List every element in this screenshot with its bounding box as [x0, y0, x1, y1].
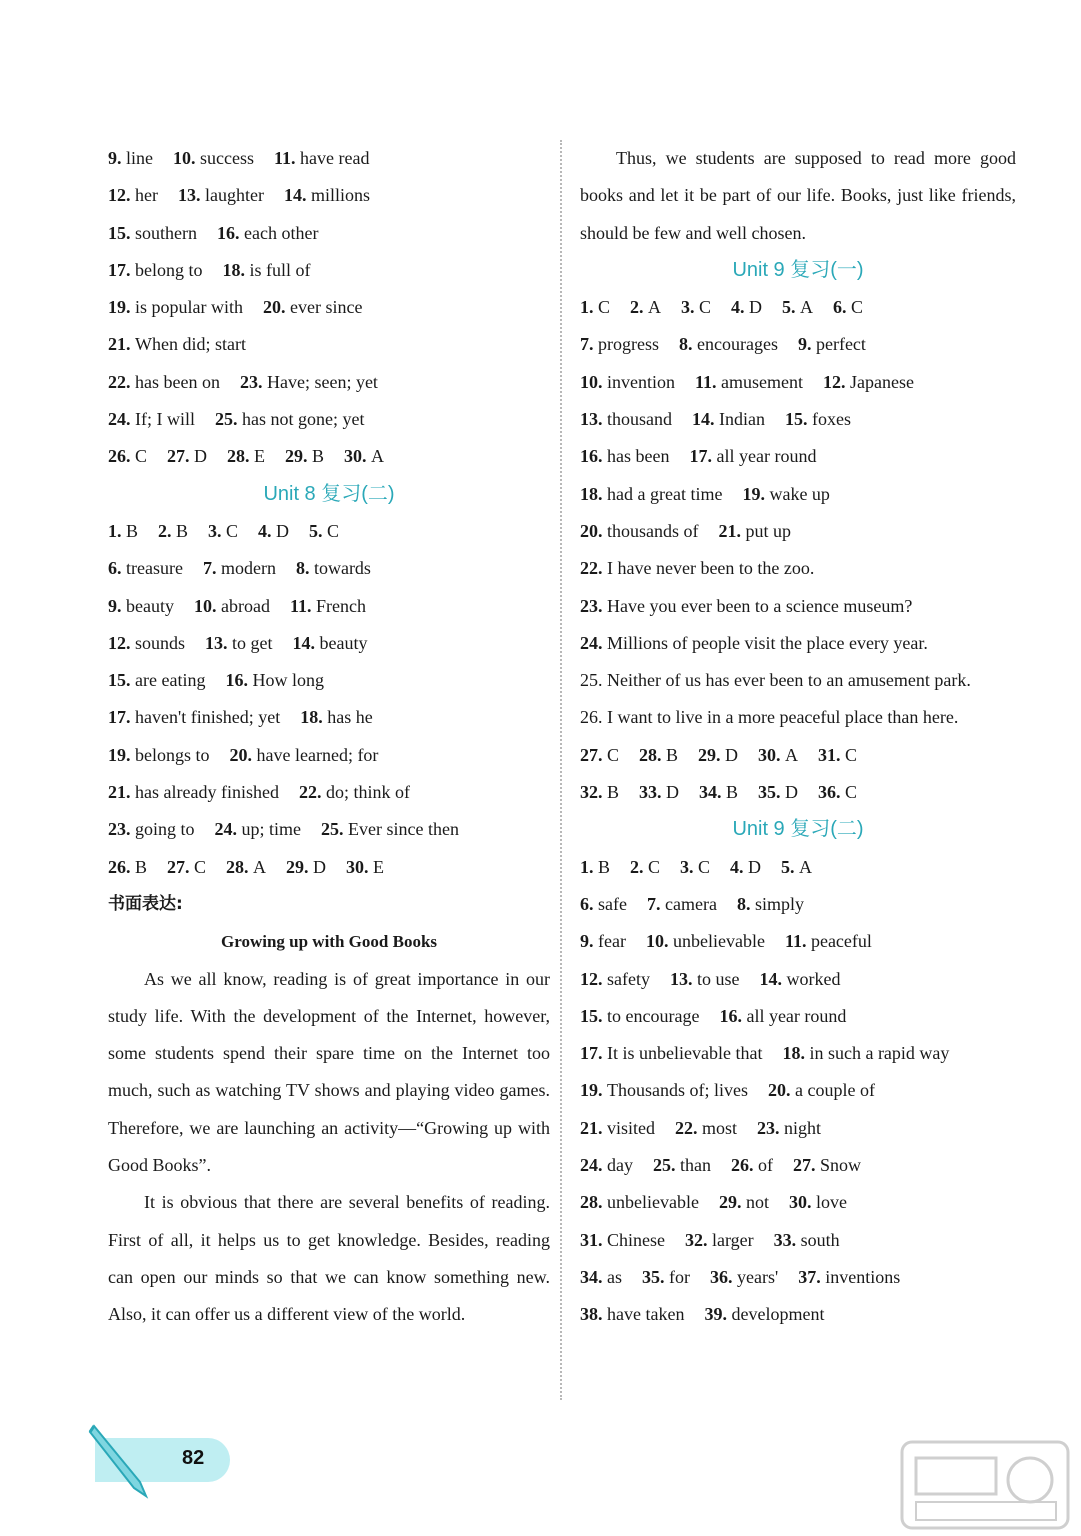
answer-item: 12. sounds — [108, 632, 186, 653]
answer-item: 9. fear — [580, 931, 626, 952]
answers-unit9-review1 — [580, 289, 1016, 662]
answer-item: 15. are eating — [108, 670, 206, 691]
answer-line — [580, 737, 1016, 774]
answer-item: 14. beauty — [292, 632, 368, 653]
answer-item: 27. C — [167, 856, 207, 877]
answer-item: 5. C — [309, 520, 340, 541]
unit8-review2-heading: Unit 8 复习(二) — [263, 482, 395, 505]
answer-item: 11. French — [289, 595, 366, 616]
answer-item: 16. How long — [225, 670, 324, 691]
answer-item: 29. B — [285, 446, 325, 467]
answer-item: 14. worked — [759, 968, 841, 989]
answer-item: 8. simply — [736, 893, 804, 914]
answer-item: 17. It is unbelievable that — [580, 1043, 763, 1064]
answer-item: 21. When did; start — [108, 334, 246, 355]
answer-item: 21. has already finished — [108, 782, 279, 803]
answer-item: 13. to use — [669, 968, 740, 989]
answer-item: 12. her — [108, 185, 158, 206]
answer-item: 32. larger — [685, 1229, 754, 1250]
answer-item: 33. south — [773, 1229, 840, 1250]
answer-item: 21. visited — [580, 1117, 655, 1138]
answer-item: 5. A — [782, 297, 814, 318]
answer-item: 18. in such a rapid way — [782, 1043, 950, 1064]
answer-item: 17. haven't finished; yet — [108, 707, 281, 728]
answer-item: 11. have read — [273, 148, 370, 168]
answer-item: 4. D — [258, 520, 290, 541]
answer-item: 8. towards — [295, 558, 371, 579]
answer-item: 12. Japanese — [823, 371, 914, 392]
answer-line — [108, 811, 550, 848]
answer-item: 7. modern — [202, 558, 276, 579]
answer-item: 16. each other — [217, 222, 319, 243]
answer-line — [580, 364, 1016, 401]
answer-item: 19. wake up — [742, 483, 830, 504]
answer-line — [108, 401, 550, 438]
answer-item: 1. B — [108, 520, 139, 541]
answer-line — [580, 1259, 1016, 1296]
answer-line — [580, 513, 1016, 550]
answer-item: 3. C — [681, 297, 712, 318]
answer-item: 13. thousand — [580, 409, 672, 430]
answer-item: 19. is popular with — [108, 297, 243, 318]
answer-item: 14. Indian — [692, 409, 765, 430]
answer-line — [108, 588, 550, 625]
answer-item: 16. all year round — [719, 1005, 847, 1026]
answer-line — [108, 550, 550, 587]
answer-item: 24. day — [580, 1155, 633, 1176]
essay-paragraph-1: As we all know, reading is of great importance in our study life. With the development of the Internet, however, some students spend their spare time on the Internet too much, such as watching TV shows and playing video games. Therefore, we are launching an activity—“Growing up with Good Books”. — [108, 968, 550, 1176]
answer-item: 10. unbelievable — [645, 931, 765, 952]
answer-item: 22. has been on — [108, 371, 220, 392]
answer-line — [108, 364, 550, 401]
writing-label: 书面表达: — [108, 893, 183, 914]
page-number: 82 — [182, 1447, 205, 1469]
answer-line — [108, 849, 550, 886]
answer-item: 24. If; I will — [108, 409, 195, 430]
answers-unit8-review2 — [108, 513, 550, 886]
answer-item: 39. development — [704, 1304, 825, 1325]
answer-line — [580, 625, 1016, 662]
answer-item: 10. abroad — [193, 595, 270, 616]
answer-item: 28. unbelievable — [580, 1192, 699, 1213]
answers-unit8-review1-continued — [108, 140, 550, 476]
answer-item: 36. years' — [710, 1266, 779, 1287]
essay-paragraph-3: Thus, we students are supposed to read more good books and let it be part of our life. Books, just like friends, should be few and well chosen. — [580, 148, 1016, 243]
answer-item: 15. foxes — [784, 409, 851, 430]
answer-item: 9. beauty — [108, 595, 174, 616]
answer-line — [108, 513, 550, 550]
answer-item: 11. peaceful — [784, 931, 872, 952]
answer-line — [580, 1222, 1016, 1259]
answer-line — [580, 326, 1016, 363]
answer-item: 2. C — [630, 856, 661, 877]
answer-line — [108, 737, 550, 774]
answer-item: 29. D — [698, 744, 739, 765]
answer-item: 7. camera — [646, 893, 717, 914]
answer-item: 17. all year round — [689, 446, 817, 467]
answer-line — [108, 215, 550, 252]
answer-item: 25. Ever since then — [321, 819, 459, 840]
answer-item: 13. to get — [205, 632, 273, 653]
answer-line — [580, 886, 1016, 923]
answer-item: 30. E — [346, 856, 385, 877]
answer-item: 31. Chinese — [580, 1229, 665, 1250]
answer-item: 7. progress — [580, 334, 659, 355]
answer-item: 9. line — [108, 148, 153, 168]
answer-item: 28. B — [639, 744, 679, 765]
answer-line — [580, 289, 1016, 326]
answer-item: 10. invention — [580, 371, 675, 392]
answer-item: 26. C — [108, 446, 148, 467]
essay-title: Growing up with Good Books — [220, 932, 438, 952]
answer-item: 28. E — [227, 446, 266, 467]
unit9-review2-heading: Unit 9 复习(二) — [732, 818, 864, 841]
answer-item: 12. safety — [580, 968, 650, 989]
answer-item: 20. a couple of — [768, 1080, 875, 1101]
answer-line — [108, 177, 550, 214]
answer-item: 6. C — [833, 297, 864, 318]
answer-item: 37. inventions — [798, 1266, 901, 1287]
answer-item: 36. C — [818, 782, 858, 803]
answer-item: 19. Thousands of; lives — [580, 1080, 748, 1101]
answer-item: 16. has been — [580, 446, 670, 467]
answer-line — [108, 252, 550, 289]
answers-unit9-review1-mc — [580, 737, 1016, 812]
answer-item: 21. put up — [718, 520, 792, 541]
answer-item: 5. A — [781, 856, 813, 877]
answer-item: 25. has not gone; yet — [215, 409, 365, 430]
answer-item: 33. D — [639, 782, 680, 803]
answer-item: 3. C — [208, 520, 239, 541]
answer-line — [108, 774, 550, 811]
answer-item: 19. belongs to — [108, 744, 210, 765]
answer-line — [108, 140, 550, 177]
watermark-logo — [900, 1440, 1070, 1530]
answer-line — [580, 1296, 1016, 1333]
answer-item: 1. B — [580, 856, 611, 877]
answer-line — [580, 401, 1016, 438]
answer-item: 28. A — [226, 856, 267, 877]
answer-item: 20. thousands of — [580, 520, 699, 541]
answer-line — [580, 1035, 1016, 1072]
answer-line — [108, 625, 550, 662]
answer-item: 27. Snow — [793, 1155, 862, 1176]
answer-line — [580, 1147, 1016, 1184]
answer-item: 30. A — [758, 744, 799, 765]
answer-item: 22. do; think of — [298, 782, 410, 803]
answer-line — [580, 438, 1016, 475]
answer-item: 35. D — [758, 782, 799, 803]
column-divider — [560, 140, 562, 1400]
answer-item: 25. than — [653, 1155, 711, 1176]
answer-item: 18. is full of — [222, 259, 311, 280]
answer-line — [108, 289, 550, 326]
answer-item: 22. I have never been to the zoo. — [580, 558, 815, 579]
answer-line — [108, 699, 550, 736]
answer-item-26: 26. I want to live in a more peaceful place than here. — [580, 707, 959, 728]
answer-item: 23. night — [757, 1117, 822, 1138]
answer-item: 14. millions — [283, 185, 370, 206]
answer-item: 29. not — [718, 1192, 769, 1213]
pen-icon — [88, 1420, 158, 1500]
answer-item: 29. D — [286, 856, 327, 877]
answer-item: 11. amusement — [695, 371, 803, 392]
answer-item: 26. B — [108, 856, 148, 877]
answer-line — [580, 588, 1016, 625]
answer-item-25: 25. Neither of us has ever been to an amusement park. — [580, 670, 971, 691]
right-column — [580, 140, 1016, 1334]
answer-item: 9. perfect — [797, 334, 866, 355]
answer-item: 3. C — [680, 856, 711, 877]
answers-unit9-review2 — [580, 849, 1016, 1334]
answer-item: 24. up; time — [214, 819, 302, 840]
answer-item: 18. had a great time — [580, 483, 723, 504]
answer-line — [580, 849, 1016, 886]
answer-line — [580, 550, 1016, 587]
answer-line — [580, 1184, 1016, 1221]
answer-item: 2. A — [630, 297, 662, 318]
answer-item: 15. to encourage — [580, 1005, 700, 1026]
answer-item: 17. belong to — [108, 259, 203, 280]
answer-item: 27. C — [580, 744, 620, 765]
answer-item: 34. as — [580, 1266, 622, 1287]
answer-item: 20. have learned; for — [229, 744, 379, 765]
answer-line — [580, 1072, 1016, 1109]
answer-item: 32. B — [580, 782, 620, 803]
answer-item: 27. D — [167, 446, 208, 467]
answer-item: 30. love — [788, 1192, 847, 1213]
answer-item: 8. encourages — [679, 334, 778, 355]
answer-item: 22. most — [675, 1117, 738, 1138]
answer-line — [108, 326, 550, 363]
left-column — [108, 140, 550, 1334]
answer-item: 30. A — [344, 446, 385, 467]
answer-item: 10. success — [173, 148, 254, 168]
answer-item: 15. southern — [108, 222, 197, 243]
answer-line — [108, 438, 550, 475]
answer-line — [580, 923, 1016, 960]
answer-line — [580, 1110, 1016, 1147]
answer-item: 4. D — [730, 856, 762, 877]
answer-item: 24. Millions of people visit the place every year. — [580, 632, 928, 653]
answer-line — [580, 774, 1016, 811]
answer-item: 23. Have; seen; yet — [239, 371, 378, 392]
answer-item: 18. has he — [300, 707, 373, 728]
answer-item: 23. going to — [108, 819, 195, 840]
unit9-review1-heading: Unit 9 复习(一) — [732, 258, 864, 281]
answer-item: 4. D — [731, 297, 763, 318]
answer-item: 6. safe — [580, 893, 627, 914]
answer-item: 35. for — [642, 1266, 690, 1287]
answer-item: 23. Have you ever been to a science museum? — [580, 595, 913, 616]
answer-item: 20. ever since — [263, 297, 363, 318]
answer-item: 6. treasure — [108, 558, 183, 579]
answer-item: 13. laughter — [177, 185, 264, 206]
answer-line — [580, 476, 1016, 513]
answer-item: 26. of — [731, 1155, 773, 1176]
answer-item: 38. have taken — [580, 1304, 685, 1325]
answer-item: 1. C — [580, 297, 611, 318]
answer-item: 34. B — [699, 782, 739, 803]
answer-line — [108, 662, 550, 699]
answer-item: 2. B — [158, 520, 189, 541]
essay-paragraph-2: It is obvious that there are several benefits of reading. First of all, it helps us to get knowledge. Besides, reading can open our minds so that we can know something new. Also, it can offer us a different view of the world. — [108, 1192, 550, 1325]
answer-line — [580, 998, 1016, 1035]
answer-item: 31. C — [818, 744, 858, 765]
answer-line — [580, 961, 1016, 998]
